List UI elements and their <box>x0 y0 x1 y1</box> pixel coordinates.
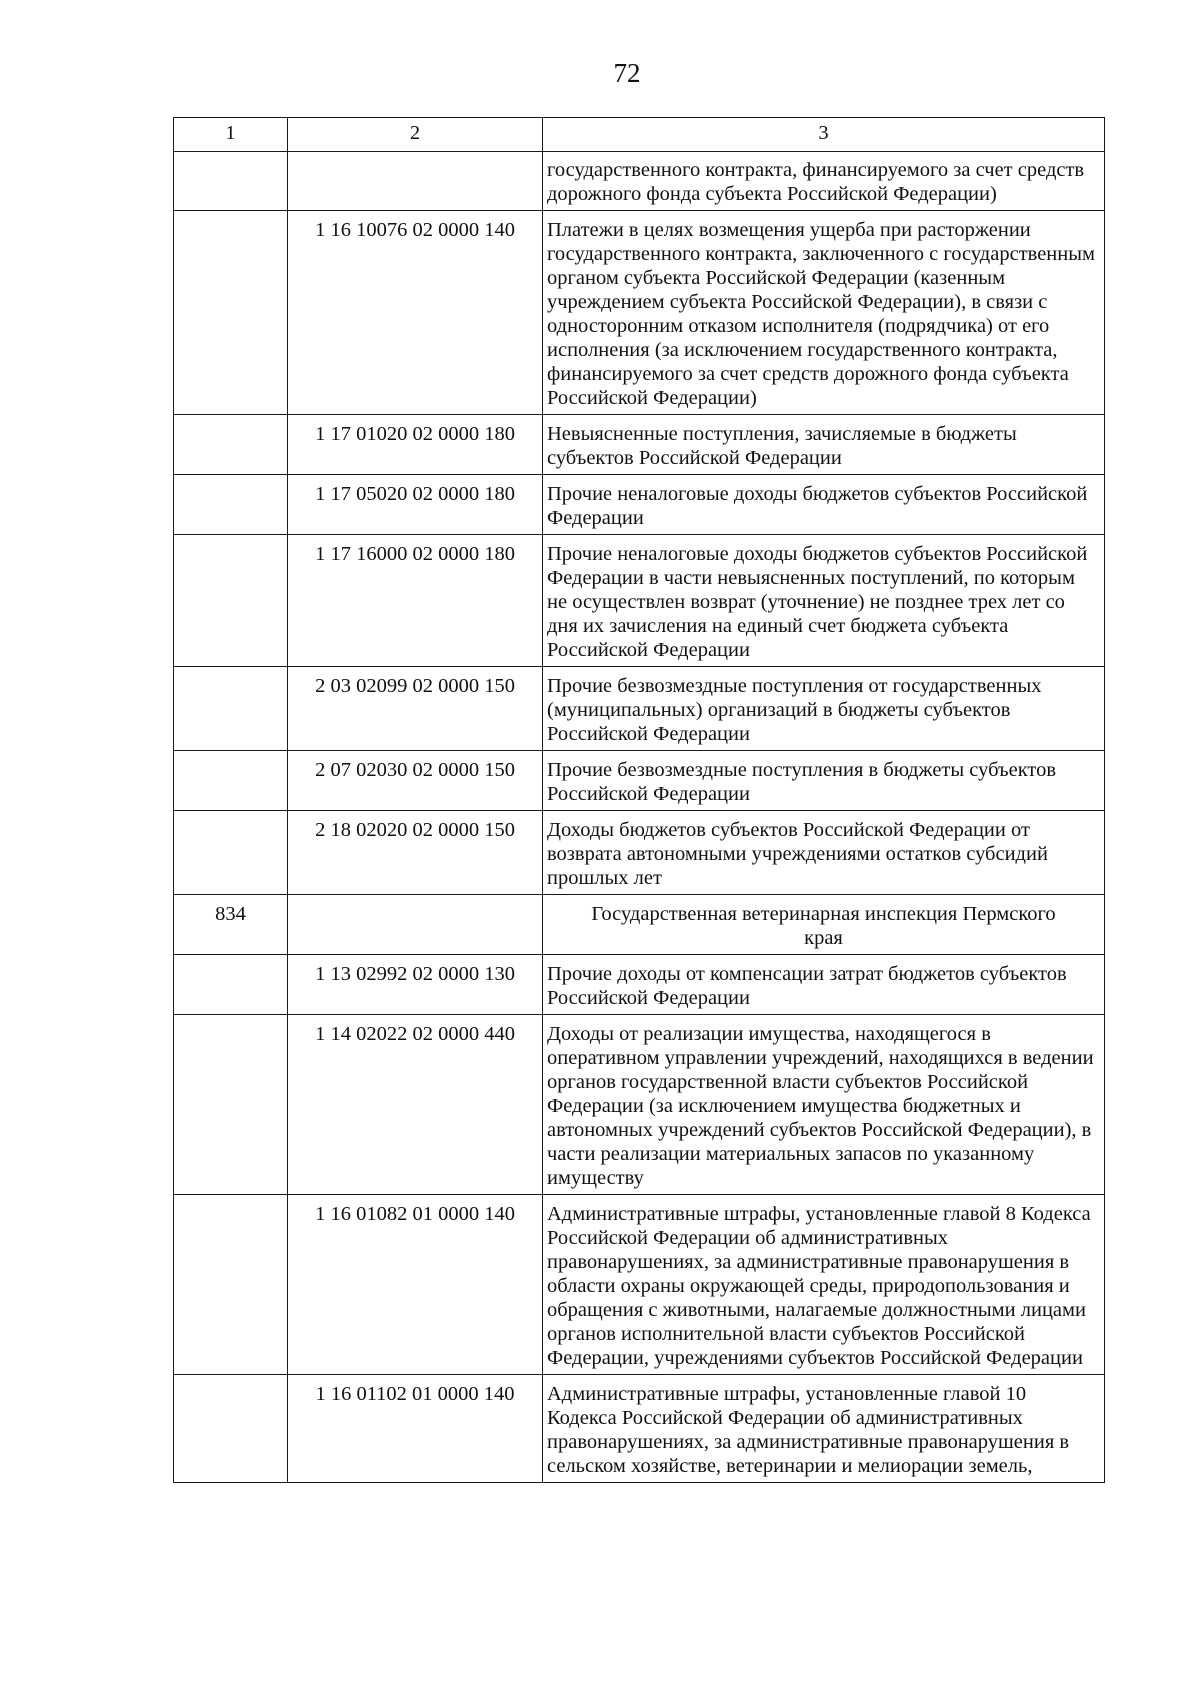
admin-code-cell <box>174 1195 288 1375</box>
admin-code-cell <box>174 751 288 811</box>
admin-code-cell <box>174 1015 288 1195</box>
column-header-3: 3 <box>543 118 1105 152</box>
admin-code-cell: 834 <box>174 895 288 955</box>
budget-code-cell: 1 16 01082 01 0000 140 <box>288 1195 543 1375</box>
admin-code-cell <box>174 415 288 475</box>
budget-code-cell: 2 07 02030 02 0000 150 <box>288 751 543 811</box>
budget-code-cell: 1 14 02022 02 0000 440 <box>288 1015 543 1195</box>
table-row <box>174 811 1105 895</box>
table-header-row <box>174 118 1105 152</box>
budget-code-cell: 2 18 02020 02 0000 150 <box>288 811 543 895</box>
admin-code-cell <box>174 811 288 895</box>
budget-code-cell: 2 03 02099 02 0000 150 <box>288 667 543 751</box>
admin-code-cell <box>174 475 288 535</box>
description-cell: Доходы бюджетов субъектов Российской Федерации от возврата автономными учреждениями остатков субсидий прошлых лет <box>543 811 1105 895</box>
budget-code-cell <box>288 152 543 211</box>
admin-code-cell <box>174 535 288 667</box>
table-row <box>174 1375 1105 1483</box>
budget-code-cell: 1 16 10076 02 0000 140 <box>288 211 543 415</box>
table-row <box>174 415 1105 475</box>
description-cell: Прочие неналоговые доходы бюджетов субъектов Российской Федерации <box>543 475 1105 535</box>
table-row <box>174 535 1105 667</box>
admin-code-cell <box>174 211 288 415</box>
table-row <box>174 751 1105 811</box>
budget-code-cell <box>288 895 543 955</box>
description-cell: Административные штрафы, установленные главой 8 Кодекса Российской Федерации об административных правонарушениях, за административные правонарушения в области охраны окружающей среды, природопользования и обращения с животными, налагаемые должностными лицами органов исполнительной власти субъектов Российской Федерации, учреждениями субъектов Российской Федерации <box>543 1195 1105 1375</box>
budget-code-cell: 1 17 16000 02 0000 180 <box>288 535 543 667</box>
description-cell: Прочие доходы от компенсации затрат бюджетов субъектов Российской Федерации <box>543 955 1105 1015</box>
table-row <box>174 1195 1105 1375</box>
table-row <box>174 955 1105 1015</box>
table-row <box>174 667 1105 751</box>
budget-code-cell: 1 16 01102 01 0000 140 <box>288 1375 543 1483</box>
description-cell: Административные штрафы, установленные главой 10 Кодекса Российской Федерации об административных правонарушениях, за административные правонарушения в сельском хозяйстве, ветеринарии и мелиорации земель, <box>543 1375 1105 1483</box>
description-cell: Прочие безвозмездные поступления в бюджеты субъектов Российской Федерации <box>543 751 1105 811</box>
organization-name-cell: Государственная ветеринарная инспекция Пермского края <box>543 895 1105 955</box>
description-cell: Платежи в целях возмещения ущерба при расторжении государственного контракта, заключенного с государственным органом субъекта Российской Федерации (казенным учреждением субъекта Российской Федерации), в связи с односторонним отказом исполнителя (подрядчика) от его исполнения (за исключением государственного контракта, финансируемого за счет средств дорожного фонда субъекта Российской Федерации) <box>543 211 1105 415</box>
admin-code-cell <box>174 955 288 1015</box>
table-row <box>174 211 1105 415</box>
table-row <box>174 475 1105 535</box>
description-cell: Прочие безвозмездные поступления от государственных (муниципальных) организаций в бюджеты субъектов Российской Федерации <box>543 667 1105 751</box>
page-number: 72 <box>613 58 641 88</box>
budget-revenue-table <box>173 117 1105 1483</box>
table-row <box>174 152 1105 211</box>
description-cell: Доходы от реализации имущества, находящегося в оперативном управлении учреждений, находящихся в ведении органов государственной власти субъектов Российской Федерации (за исключением имущества бюджетных и автономных учреждений субъектов Российской Федерации), в части реализации материальных запасов по указанному имуществу <box>543 1015 1105 1195</box>
column-header-2: 2 <box>288 118 543 152</box>
organization-row <box>174 895 1105 955</box>
description-cell: государственного контракта, финансируемого за счет средств дорожного фонда субъекта Российской Федерации) <box>543 152 1105 211</box>
budget-code-cell: 1 13 02992 02 0000 130 <box>288 955 543 1015</box>
admin-code-cell <box>174 1375 288 1483</box>
table-row <box>174 1015 1105 1195</box>
description-cell: Невыясненные поступления, зачисляемые в бюджеты субъектов Российской Федерации <box>543 415 1105 475</box>
description-cell: Прочие неналоговые доходы бюджетов субъектов Российской Федерации в части невыясненных поступлений, по которым не осуществлен возврат (уточнение) не позднее трех лет со дня их зачисления на единый счет бюджета субъекта Российской Федерации <box>543 535 1105 667</box>
column-header-1: 1 <box>174 118 288 152</box>
admin-code-cell <box>174 667 288 751</box>
budget-code-cell: 1 17 05020 02 0000 180 <box>288 475 543 535</box>
admin-code-cell <box>174 152 288 211</box>
budget-code-cell: 1 17 01020 02 0000 180 <box>288 415 543 475</box>
